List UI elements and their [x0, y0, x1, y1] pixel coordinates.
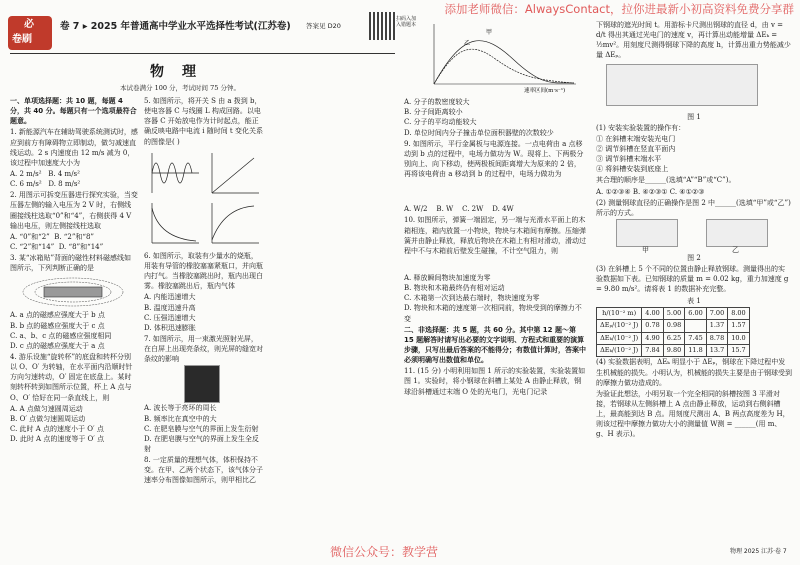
- table-cell: 4.00: [642, 307, 663, 319]
- exam-title: 卷 7 ▸ 2025 年普通高中学业水平选择性考试(江苏卷): [60, 21, 291, 32]
- q10-options: [404, 273, 586, 324]
- table-cell: 13.7: [706, 344, 727, 356]
- q2-options: [10, 232, 138, 252]
- q1-option-d: D. 8 m/s²: [48, 180, 81, 189]
- q2-option-b: B. “2”和“8”: [54, 232, 95, 241]
- data-table: [596, 307, 750, 358]
- column-2: [144, 96, 264, 487]
- q4-option-a: A. A 点做匀速圆周运动: [10, 404, 83, 413]
- table-cell: [685, 320, 706, 332]
- q7-options: [144, 403, 264, 454]
- fig2-label-b: 乙: [732, 245, 739, 254]
- q6-option-d: D. 体积迅速膨胀: [144, 323, 196, 332]
- table-cell: 1.57: [728, 320, 749, 332]
- q3-option-b: B. b 点的磁感应强度大于 c 点: [10, 321, 105, 330]
- q2-option-a: A. “0”和“2”: [10, 232, 50, 241]
- section-2-heading: 二、非选择题：共 5 题，共 60 分。其中第 12 题～第 15 题解答时请写出必要的文字说明、方程式和重要的演算步骤，只写出最后答案的不能得分；有数值计算时，答案中必须明确写出数值和单位。: [404, 325, 586, 365]
- q3-options: [10, 310, 138, 351]
- column-3: [404, 20, 586, 398]
- q7-option-d: D. 在肥皂膜与空气的界面上发生全反射: [144, 434, 259, 453]
- table-row: [597, 332, 750, 344]
- question-9: 9. 如图所示，平行金属板与电源连接。一点电荷由 a 点移动到 b 点的过程中，电场力做功为 W。现将上、下两极分别向上、向下移动，使两极板间距离增大为原来的 2 倍，再将该电荷由 a 移动到 b 的过程中，电场力做功为: [404, 139, 584, 179]
- question-8: 8. 一定质量的理想气体，体积保持不变。在甲、乙两个状态下，该气体分子速率分布图像如图所示，则甲相比乙: [144, 456, 263, 485]
- table-row-label: ΔEₖ/(10⁻² J): [597, 332, 642, 344]
- q1-option-c: C. 6 m/s²: [10, 180, 42, 189]
- q11-step-3: ③ 调节斜槽末端水平: [596, 155, 662, 164]
- q6-option-b: B. 温度迅速升高: [144, 303, 196, 312]
- question-10: 10. 如图所示，弹簧一端固定，另一端与光滑水平面上的木箱相连，箱内放置一小物块，物块与木箱间有摩擦。压缩弹簧并由静止释放，释放后物块在木箱上有相对滑动，滑动过程中不与木箱前后壁发生碰撞，不计空气阻力，则: [404, 216, 586, 255]
- table-row: [597, 320, 750, 332]
- q4-option-d: D. 此时 A 点的速度等于 O′ 点: [10, 435, 105, 444]
- q9-option-a: A. W/2: [404, 205, 428, 214]
- q2-option-d: D. “8”和“14”: [58, 242, 104, 251]
- q11-steps: [596, 134, 792, 175]
- q8-option-d: D. 单位时间内分子撞击单位面积器壁的次数较少: [404, 128, 554, 137]
- speed-distribution-chart: [404, 20, 586, 94]
- caliper-b: [706, 219, 768, 247]
- fig2-label-a: 甲: [642, 245, 649, 254]
- q7-option-a: A. 波长等于亮环的周长: [144, 404, 217, 413]
- q9-option-b: B. W: [436, 205, 454, 214]
- q6-options: [144, 292, 264, 333]
- lc-current-graphs: [144, 148, 264, 248]
- fig1-caption: 图 1: [687, 112, 701, 121]
- table-row-label: ΔEₚ/(10⁻² J): [597, 320, 642, 332]
- table-row: [597, 344, 750, 356]
- table-cell: 6.00: [685, 307, 706, 319]
- header-divider: [10, 53, 395, 54]
- question-2: 2. 用图示可拆变压器进行探究实验，当变压器左侧的输入电压为 2 V 时，右侧线圈接线柱选取“0”和“4”，右侧获得 4 V 输出电压，则左侧接线柱选取: [10, 191, 138, 230]
- subject-title: 物理: [150, 64, 214, 80]
- q4-option-b: B. O′ 点做匀速圆周运动: [10, 414, 86, 423]
- series-label-a: 甲: [486, 29, 493, 36]
- qr-code[interactable]: [369, 12, 397, 40]
- q11-part1: (1) 安装实验装置的操作有：: [596, 123, 686, 132]
- capacitor-figure: [404, 180, 586, 204]
- q9-options: [404, 204, 586, 214]
- q11-part5: 为验证此想法，小明另取一个完全相同的斜槽按图 3 平滑对接，若钢球从左侧斜槽上 A 点由静止释放，运动到右侧斜槽上，最高能到达 B 点。用刻度尺测出 A、B 两点高度差为 H，则该过程中摩擦力做功大小的测量值 W测 = ______(用 m、g、H 表示)。: [596, 389, 790, 439]
- table-row-label: h/(10⁻² m): [597, 307, 642, 319]
- column-4: [596, 20, 792, 440]
- question-5: 5. 如图所示，将开关 S 由 a 拨到 b，使电容器 C 与线圈 L 构成回路。以电容器 C 开始放电作为计时起点，能正确反映电路中电流 i 随时间 t 变化关系的图像是( ): [144, 97, 263, 146]
- q3-option-d: D. c 点的磁感应强度大于 a 点: [10, 341, 105, 350]
- spring-box-figure: [404, 257, 586, 273]
- page-footer: 物理 2025 江苏·卷 7: [730, 548, 787, 555]
- answer-reference: 答案见 D20: [306, 22, 341, 30]
- table-cell: 11.8: [685, 344, 706, 356]
- qr-caption: 扫码入加入错题本: [396, 16, 417, 28]
- table-cell: 10.0: [728, 332, 749, 344]
- figure-2: [596, 219, 792, 253]
- brand-logo: [8, 16, 52, 50]
- column-1: [10, 96, 138, 445]
- q11-step-2: ② 调节斜槽在竖直平面内: [596, 144, 676, 153]
- subject-note: 本试卷满分 100 分，考试时间 75 分钟。: [120, 84, 240, 92]
- q2-option-c: C. “2”和“14”: [10, 242, 55, 251]
- question-4: 4. 游乐设施“旋转杯”的底盘和转杯分别以 O、O′ 为转轴，在水平面内沿顺时针方向匀速转动，O′ 固定在底盘上。某时刻转杯转到如图所示位置，杯上 A 点与 O、O′ 恰好在同一条直线上，则: [10, 352, 133, 402]
- q11-part3: (3) 在斜槽上 5 个不同的位置由静止释放钢球。测量得出的实验数据如下表。已知钢球的质量 m = 0.02 kg，重力加速度 g = 9.80 m/s²。请将表 1 的数据补充完整。: [596, 265, 789, 294]
- table-cell: 7.84: [642, 344, 663, 356]
- q7-figure: [144, 365, 264, 403]
- q11-part4: (4) 实验数据表明，ΔEₖ 明显小于 ΔEₚ，钢球在下降过程中发生机械能的损失。小明认为，机械能的损失主要是由于钢球受到的摩擦力做功造成的。: [596, 358, 792, 387]
- q3-option-c: C. a、b、c 点的磁感应强度相同: [10, 331, 112, 340]
- q3-option-a: A. a 点的磁感应强度大于 b 点: [10, 311, 105, 320]
- table-cell: 4.90: [642, 332, 663, 344]
- table-cell: 0.98: [663, 320, 684, 332]
- q11-part2: (2) 测量钢球直径的正确操作是图 2 中______(选填“甲”或“乙”)所示的方式。: [596, 198, 791, 217]
- q4-options: [10, 404, 138, 445]
- q9-option-c: C. 2W: [462, 205, 484, 214]
- question-6: 6. 如图所示，取装有少量水的烧瓶，用装有导管的橡胶塞塞紧瓶口，并向瓶内打气。当橡胶塞跳出时，瓶内出现白雾。橡胶塞跳出后，瓶内气体: [144, 251, 263, 291]
- q6-option-a: A. 内能迅速增大: [144, 293, 196, 302]
- table-cell: 15.7: [728, 344, 749, 356]
- table-cell: 8.00: [728, 307, 749, 319]
- q7-option-c: C. 在肥皂膜与空气的界面上发生衍射: [144, 424, 259, 433]
- table-caption: 表 1: [687, 296, 701, 305]
- watermark-top: 添加老师微信：AlwaysContact，拉你进最新小初高资料免费分享群: [444, 2, 794, 16]
- watermark-bottom: 微信公众号：教学营: [330, 544, 439, 559]
- interference-photo: [184, 365, 220, 403]
- table-cell: 6.25: [663, 332, 684, 344]
- question-1: 1. 新能源汽车在辅助驾驶系统测试时，感应到前方有障碍物立即制动，做匀减速直线运动。2 s 内速度由 12 m/s 减为 0，该过程中加速度大小为: [10, 128, 138, 167]
- q11-step-1: ① 在斜槽末端安装光电门: [596, 134, 676, 143]
- q8-options: [404, 97, 586, 138]
- table-cell: 1.37: [706, 320, 727, 332]
- q11-intro-cont: 下钢球的遮光时间 t。用游标卡尺测出钢球的直径 d，由 v = d/t 得出其通过光电门的速度 v，再计算出动能增量 ΔEₖ = ½mv²。用刻度尺测得钢球下降的高度 h，计算出重力势能减少量 ΔEₚ。: [596, 21, 791, 60]
- q8-option-a: A. 分子的数密度较大: [404, 98, 470, 107]
- q4-option-c: C. 此时 A 点的速度小于 O′ 点: [10, 424, 104, 433]
- table-cell: 0.78: [642, 320, 663, 332]
- table-row: [597, 307, 750, 319]
- q8-option-b: B. 分子间距离较小: [404, 108, 463, 117]
- question-7: 7. 如图所示，用一束激光照射光屏，在白屏上出现亮条纹，则光屏的缝宽对条纹的影响: [144, 334, 263, 364]
- chart-x-label: 速率区间(m·s⁻¹): [524, 88, 566, 94]
- q10-option-a: A. 释放瞬间物块加速度为零: [404, 273, 491, 282]
- table-cell: 9.80: [663, 344, 684, 356]
- q1-options: [10, 169, 138, 189]
- table-cell: 7.45: [685, 332, 706, 344]
- q11-order: 其合理的顺序是______(选填“A”“B”或“C”)。: [596, 176, 736, 185]
- q6-option-c: C. 压强迅速增大: [144, 313, 196, 322]
- magnet-field-figure: [10, 274, 138, 310]
- apparatus-photo: [606, 64, 758, 106]
- q10-option-c: C. 木箱第一次到达最右端时，物块速度为零: [404, 294, 540, 303]
- section-1-heading: 一、单项选择题：共 10 题，每题 4 分，共 40 分。每题只有一个选项最符合题意。: [10, 97, 137, 126]
- q9-option-d: D. 4W: [492, 205, 514, 214]
- q3-figure: [10, 274, 138, 310]
- question-11: 11. (15 分) 小明利用如图 1 所示的实验装置，实验装置如图 1。实验时，将小钢球在斜槽上某处 A 由静止释放，钢球沿斜槽通过末端 O 处的光电门，光电门记录: [404, 367, 586, 396]
- q10-option-d: D. 物块和木箱的速度第一次相同前，物块受到的摩擦力不变: [404, 304, 582, 323]
- q1-option-a: A. 2 m/s²: [10, 169, 42, 178]
- q1-option-b: B. 4 m/s²: [48, 169, 80, 178]
- q10-option-b: B. 物块和木箱最终仍有相对运动: [404, 284, 505, 293]
- figure-1: [596, 62, 792, 112]
- q7-option-b: B. 频率比在真空中的大: [144, 414, 217, 423]
- exam-header: [6, 16, 417, 50]
- q8-option-c: C. 分子的平均动能较大: [404, 118, 477, 127]
- caliper-a: [616, 219, 678, 247]
- table-cell: 8.78: [706, 332, 727, 344]
- table-row-label: ΔEₖ/(10⁻² J): [597, 344, 642, 356]
- question-3: 3. 某“冰箱贴”背面的磁性材料磁感线如图所示，下列判断正确的是: [10, 254, 132, 273]
- q11-order-options: A. ①②③④ B. ④②③① C. ④①②③: [596, 187, 705, 196]
- logo-bottom-text: 卷刷: [12, 34, 32, 45]
- fig2-caption: 图 2: [687, 253, 701, 262]
- table-cell: 7.00: [706, 307, 727, 319]
- q11-step-4: ④ 将斜槽安装到底座上: [596, 165, 669, 174]
- table-cell: 5.00: [663, 307, 684, 319]
- logo-top-text: 必: [24, 19, 34, 30]
- series-label-b: 乙: [464, 40, 471, 47]
